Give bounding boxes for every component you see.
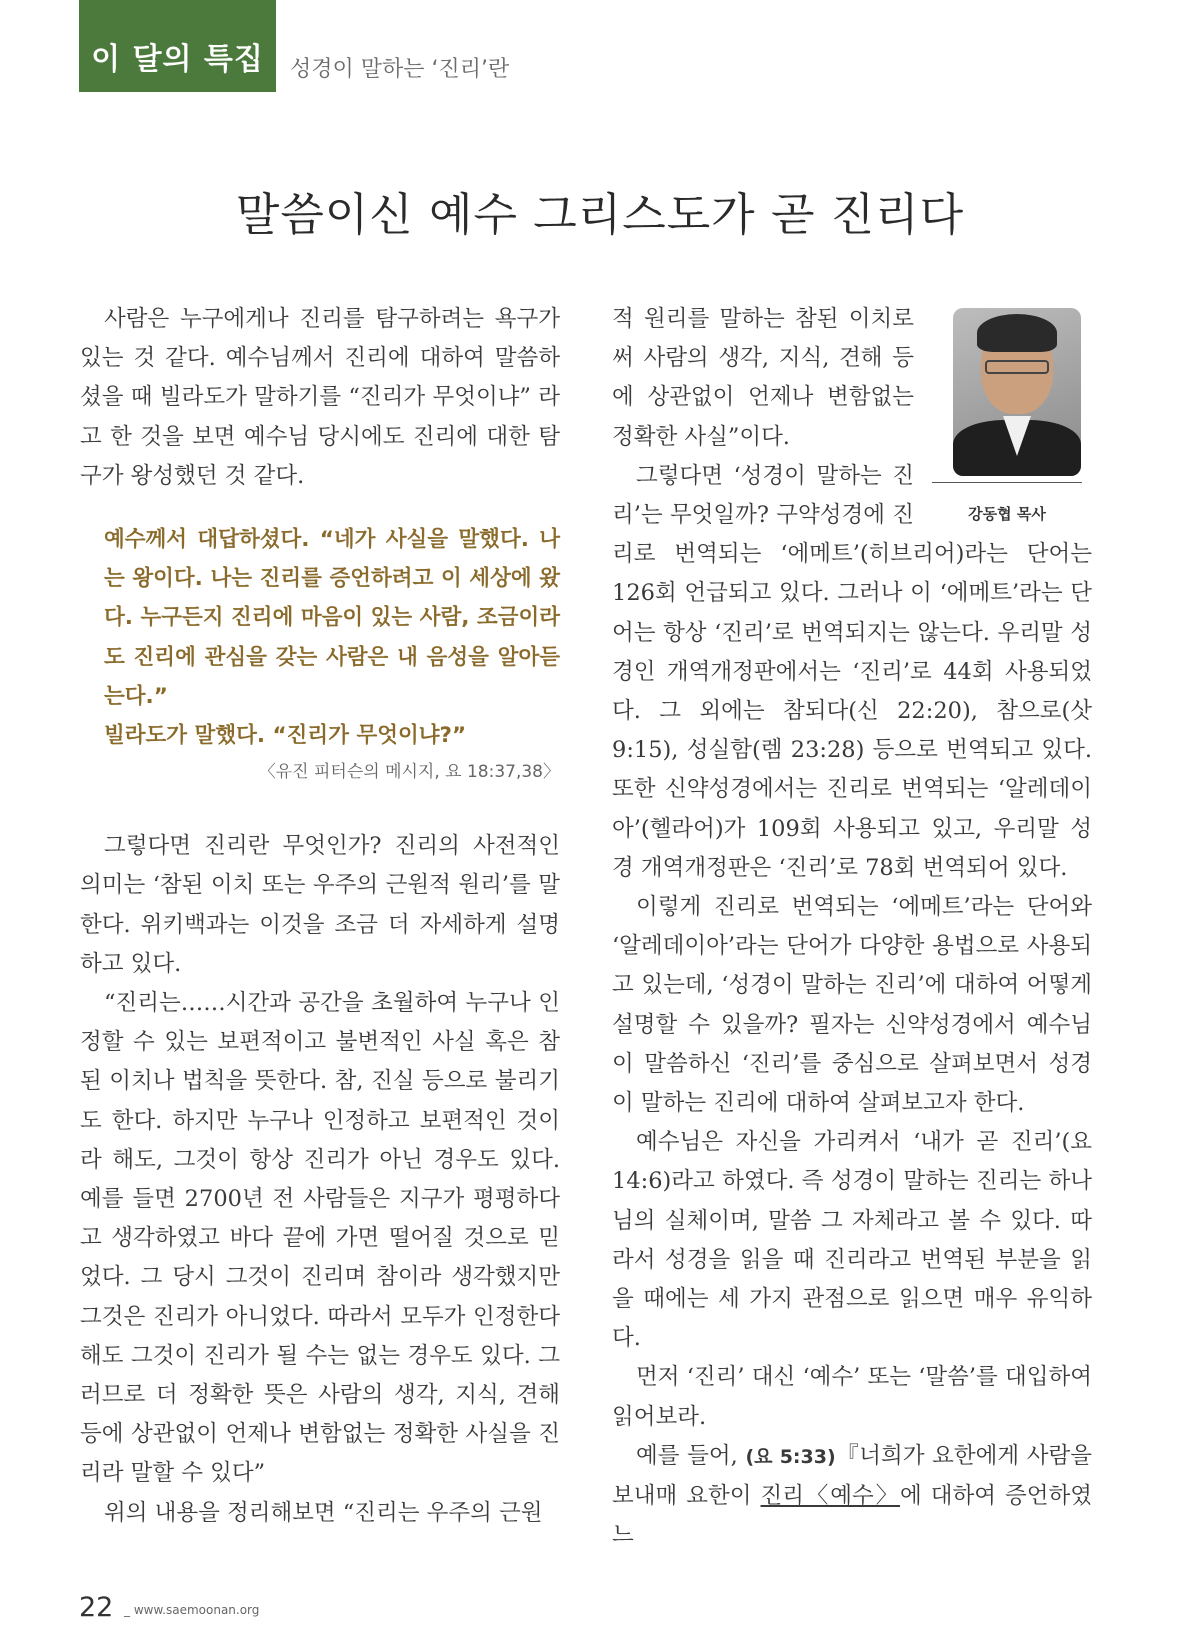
photo-divider [932,482,1082,483]
author-caption: 강동협 목사 [968,505,1046,523]
footer-url: _ www.saemoonan.org [124,1603,260,1617]
paragraph: 그렇다면 ‘성경이 말하는 진리’는 무엇일까? 구약성경에 진리로 번역되는 ‘에메트’(히브리어)라는 단어는 126회 언급되고 있다. 그러나 이 ‘에메트’라는 단어는 항상 ‘진리’로 번역되지는 않는다. 우리말 성경인 개역개정판에서는 ‘진리’로 44회 사용되었다. 그 외에는 참되다(신 22:20), 참으로(삿 9:15), 성실함(렘 23:28) 등으로 번역되고 있다. 또한 신약성경에서는 진리로 번역되는 ‘알레데이아’(헬라어)가 109회 사용되고 있고, 우리말 성경 개역개정판은 ‘진리’로 78회 번역되어 있다. [612,462,1092,881]
left-column [80,300,560,1533]
paragraph [612,1437,1092,1556]
right-column [612,300,1092,1556]
paragraph: 그렇다면 진리란 무엇인가? 진리의 사전적인 의미는 ‘참된 이치 또는 우주의 근원적 원리’를 말한다. 위키백과는 이것을 조금 더 자세하게 설명하고 있다. [80,833,560,977]
section-tag: 이 달의 특집 [79,0,276,92]
paragraph: 사람은 누구에게나 진리를 탐구하려는 욕구가 있는 것 같다. 예수님께서 진리에 대하여 말씀하셨을 때 빌라도가 말하기를 “진리가 무엇이냐” 라고 한 것을 보면 예수님 당시에도 진리에 대한 탐구가 왕성했던 것 같다. [80,306,560,489]
article-title: 말씀이신 예수 그리스도가 곧 진리다 [235,188,965,241]
paragraph: 예수님은 자신을 가리켜서 ‘내가 곧 진리’(요 14:6)라고 하였다. 즉 성경이 말하는 진리는 하나님의 실체이며, 말씀 그 자체라고 볼 수 있다. 따라서 성경을 읽을 때 진리라고 번역된 부분을 읽을 때에는 세 가지 관점으로 읽으면 매우 유익하다. [612,1129,1092,1352]
author-photo [953,308,1081,476]
paragraph: 위의 내용을 정리해보면 “진리는 우주의 근원 [104,1499,543,1526]
verse-reference: (요 5:33) [745,1445,836,1468]
underlined-term: 진리〈예수〉 [760,1483,901,1510]
author-photo-box [932,300,1102,523]
quote-source: 〈유진 피터슨의 메시지, 요 18:37,38〉 [258,762,560,783]
paragraph: “진리는……시간과 공간을 초월하여 누구나 인정할 수 있는 보편적이고 불변적인 사실 혹은 참된 이치나 법칙을 뜻한다. 참, 진실 등으로 불리기도 한다. 하지만 누구나 인정하고 보편적인 것이라 해도, 그것이 항상 진리가 아닌 경우도 있다. 예를 들면 2700년 전 사람들은 지구가 평평하다고 생각하였고 바다 끝에 가면 떨어질 것으로 믿었다. 그 당시 그것이 진리며 참이라 생각했지만 그것은 진리가 아니었다. 따라서 모두가 인정한다 해도 그것이 진리가 될 수는 없는 경우도 있다. 그러므로 더 정확한 뜻은 사람의 생각, 지식, 견해 등에 상관없이 언제나 변함없는 정확한 사실을 진리라 말할 수 있다” [80,990,560,1487]
paragraph: 적 원리를 말하는 참된 이치로써 사람의 생각, 지식, 견해 등에 상관없이 언제나 변함없는 정확한 사실”이다. [612,306,914,450]
scripture-quote [104,520,560,755]
page-number: 22 [79,1592,114,1623]
section-subtitle: 성경이 말하는 ‘진리’란 [290,57,510,82]
text-run: 『너희가 요한에게 사람을 보내매 요한이 [612,1442,1092,1510]
text-run: 에 대하여 증언하였느 [612,1483,1093,1549]
paragraph: 먼저 ‘진리’ 대신 ‘예수’ 또는 ‘말씀’를 대입하여 읽어보라. [612,1364,1092,1430]
quote-paragraph: 예수께서 대답하셨다. “네가 사실을 말했다. 나는 왕이다. 나는 진리를 증언하려고 이 세상에 왔다. 누구든지 진리에 마음이 있는 사람, 조금이라도 진리에 관심을 갖는 사람은 내 음성을 알아듣는다.” [104,527,560,709]
paragraph: 이렇게 진리로 번역되는 ‘에메트’라는 단어와 ‘알레데이아’라는 단어가 다양한 용법으로 사용되고 있는데, ‘성경이 말하는 진리’에 대하여 어떻게 설명할 수 있을까? 필자는 신약성경에서 예수님이 말씀하신 ‘진리’를 중심으로 살펴보면서 성경이 말하는 진리에 대하여 살펴보고자 한다. [612,894,1092,1117]
quote-paragraph: 빌라도가 말했다. “진리가 무엇이냐?” [104,723,467,749]
text-run: 예를 들어, [636,1442,738,1469]
